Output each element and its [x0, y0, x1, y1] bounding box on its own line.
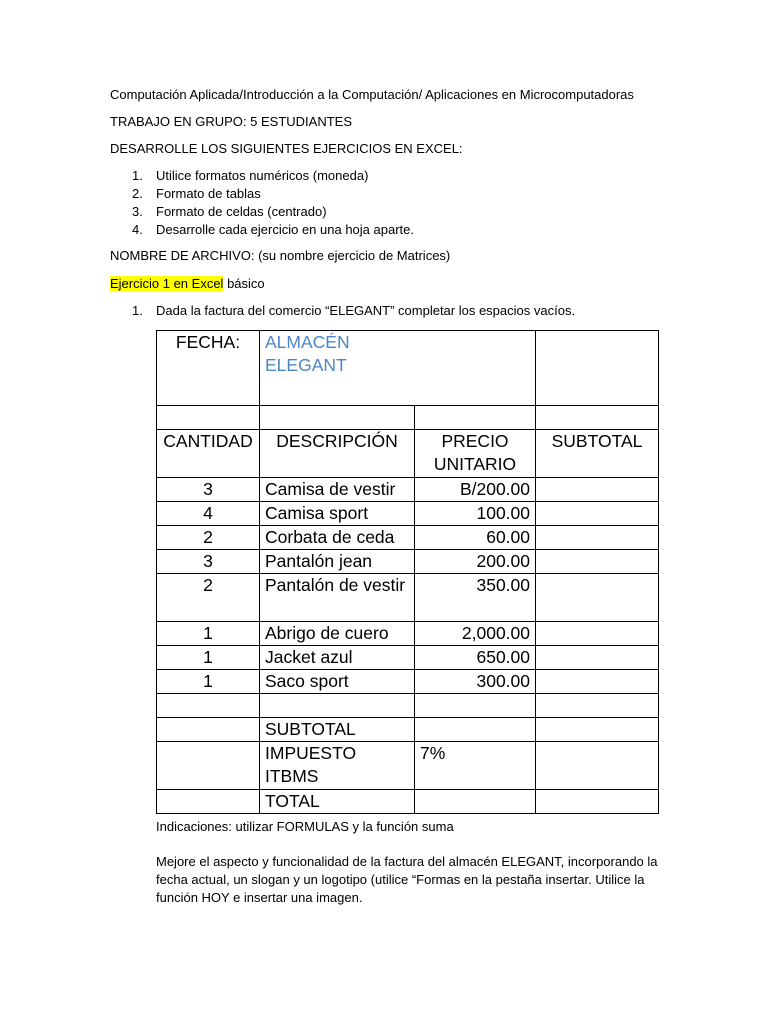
invoice-table: [156, 330, 659, 814]
table-row: 2 Pantalón de vestir 350.00: [157, 574, 659, 622]
fecha-label: FECHA:: [157, 331, 260, 406]
course-title: Computación Aplicada/Introducción a la Computación/ Aplicaciones en Microcomputadoras: [110, 87, 634, 102]
tax-rate: 7%: [415, 742, 536, 790]
exercise-title-highlight: Ejercicio 1 en Excel: [110, 276, 224, 291]
total-label: TOTAL: [260, 790, 415, 814]
requirements-list: [132, 167, 414, 239]
summary-row-subtotal: [157, 718, 659, 742]
exercise-list: [132, 302, 575, 320]
list-item: 1. Dada la factura del comercio “ELEGANT” completar los espacios vacíos.: [132, 303, 576, 318]
header-precio: PRECIO UNITARIO: [415, 430, 536, 478]
table-header-row: [157, 430, 659, 478]
filename-line: NOMBRE DE ARCHIVO: (su nombre ejercicio de Matrices): [110, 248, 451, 263]
table-row: [157, 331, 659, 406]
table-row: [157, 694, 659, 718]
header-cantidad: CANTIDAD: [157, 430, 260, 478]
group-line: TRABAJO EN GRUPO: 5 ESTUDIANTES: [110, 114, 352, 129]
instruction-line: DESARROLLE LOS SIGUIENTES EJERCICIOS EN EXCEL:: [110, 141, 463, 156]
table-row: 2 Corbata de ceda 60.00: [157, 526, 659, 550]
indicaciones-note: Indicaciones: utilizar FORMULAS y la función suma: [156, 819, 454, 834]
table-row: 4 Camisa sport 100.00: [157, 502, 659, 526]
table-row: 1 Abrigo de cuero 2,000.00: [157, 622, 659, 646]
subtotal-label: SUBTOTAL: [260, 718, 415, 742]
table-row: 3 Pantalón jean 200.00: [157, 550, 659, 574]
header-subtotal: SUBTOTAL: [536, 430, 659, 478]
list-item: 2. Formato de tablas: [132, 186, 261, 201]
list-item: 4. Desarrolle cada ejercicio en una hoja aparte.: [132, 222, 414, 237]
list-item: 1. Utilice formatos numéricos (moneda): [132, 168, 369, 183]
tax-label: IMPUESTO ITBMS: [260, 742, 415, 790]
list-item: 3. Formato de celdas (centrado): [132, 204, 327, 219]
table-row: 3 Camisa de vestir B/200.00: [157, 478, 659, 502]
table-row: [157, 406, 659, 430]
table-row: 1 Jacket azul 650.00: [157, 646, 659, 670]
store-name: ALMACÉN ELEGANT: [260, 331, 536, 406]
exercise-title: Ejercicio 1 en Excel básico: [110, 276, 265, 291]
table-row: 1 Saco sport 300.00: [157, 670, 659, 694]
summary-row-total: [157, 790, 659, 814]
summary-row-tax: [157, 742, 659, 790]
header-descripcion: DESCRIPCIÓN: [260, 430, 415, 478]
improvement-paragraph: Mejore el aspecto y funcionalidad de la factura del almacén ELEGANT, incorporando la fecha actual, un slogan y un logotipo (utilice “Formas en la pestaña insertar. Utilice la función HOY e insertar una imagen.: [156, 854, 658, 905]
